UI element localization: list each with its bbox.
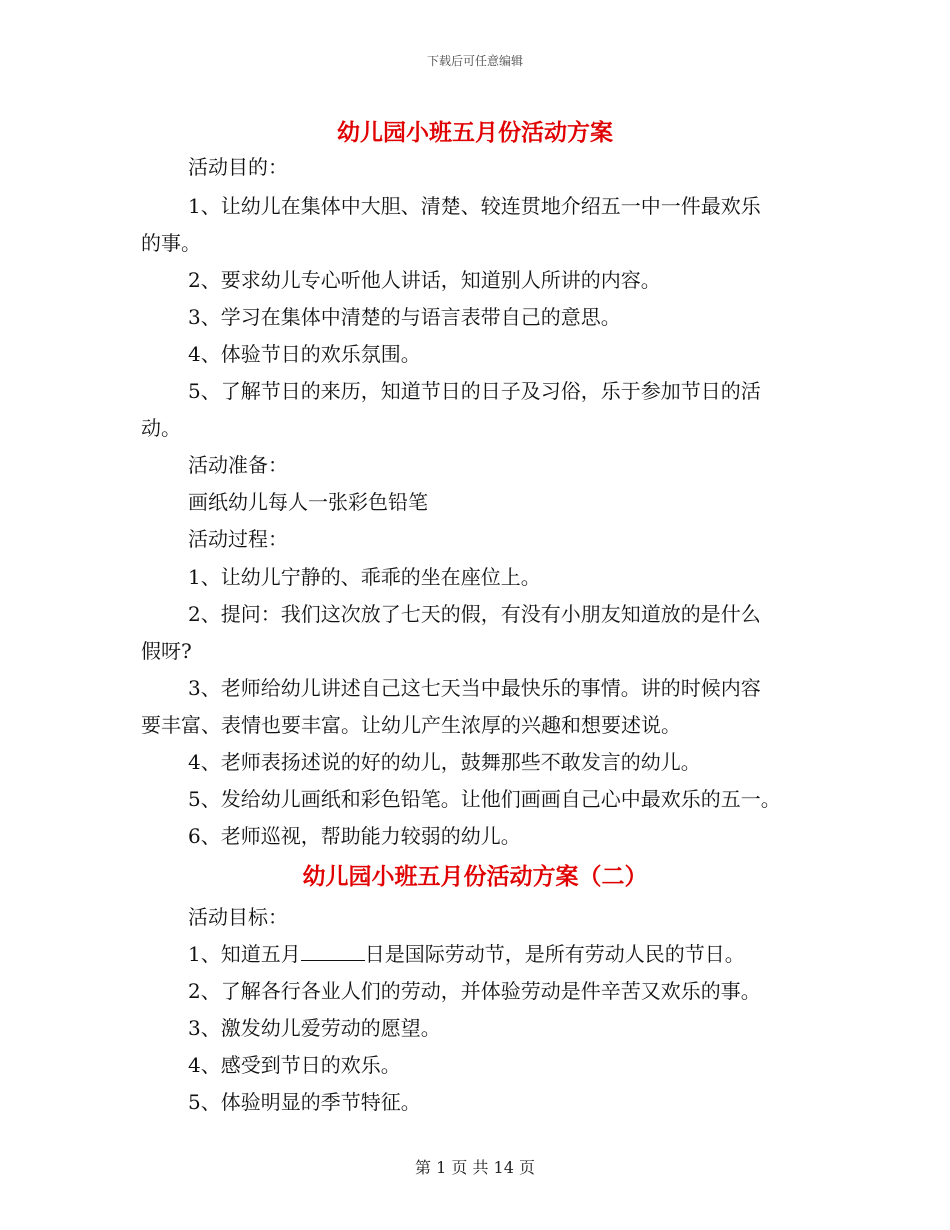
paragraph-line: 4、体验节日的欢乐氛围。 bbox=[188, 342, 421, 366]
paragraph-line: 6、老师巡视，帮助能力较弱的幼儿。 bbox=[188, 824, 521, 848]
paragraph-line: 的事。 bbox=[141, 231, 201, 255]
paragraph-line: 2、提问：我们这次放了七天的假，有没有小朋友知道放的是什么 bbox=[188, 602, 761, 626]
section-2-title: 幼儿园小班五月份活动方案（二） bbox=[302, 863, 648, 890]
fill-in-blank bbox=[301, 942, 365, 961]
paragraph-line: 2、要求幼儿专心听他人讲话，知道别人所讲的内容。 bbox=[188, 268, 661, 292]
paragraph-line: 要丰富、表情也要丰富。让幼儿产生浓厚的兴趣和想要述说。 bbox=[141, 713, 681, 737]
page-footer: 第 1 页 共 14 页 bbox=[415, 1158, 535, 1177]
paragraph-line: 活动目标： bbox=[188, 905, 288, 929]
line-text-after-blank: 日是国际劳动节，是所有劳动人民的节日。 bbox=[364, 942, 745, 966]
paragraph-line: 活动目的： bbox=[188, 155, 288, 179]
paragraph-line: 1、让幼儿宁静的、乖乖的坐在座位上。 bbox=[188, 565, 541, 589]
header-note: 下载后可任意编辑 bbox=[426, 54, 523, 68]
paragraph-line: 3、老师给幼儿讲述自己这七天当中最快乐的事情。讲的时候内容 bbox=[188, 676, 761, 700]
line-text-before-blank: 1、知道五月 bbox=[188, 942, 301, 966]
paragraph-line-with-blank bbox=[188, 941, 868, 967]
paragraph-line: 活动准备： bbox=[188, 453, 288, 477]
paragraph-line: 1、让幼儿在集体中大胆、清楚、较连贯地介绍五一中一件最欢乐 bbox=[188, 194, 761, 218]
paragraph-line: 5、发给幼儿画纸和彩色铅笔。让他们画画自己心中最欢乐的五一。 bbox=[188, 787, 781, 811]
paragraph-line: 3、激发幼儿爱劳动的愿望。 bbox=[188, 1016, 441, 1040]
paragraph-line: 假呀? bbox=[141, 639, 192, 663]
paragraph-line: 2、了解各行各业人们的劳动，并体验劳动是件辛苦又欢乐的事。 bbox=[188, 979, 761, 1003]
paragraph-line: 4、老师表扬述说的好的幼儿，鼓舞那些不敢发言的幼儿。 bbox=[188, 750, 701, 774]
paragraph-line: 活动过程： bbox=[188, 527, 288, 551]
paragraph-line: 动。 bbox=[141, 416, 181, 440]
paragraph-line: 5、了解节日的来历，知道节日的日子及习俗，乐于参加节日的活 bbox=[188, 379, 761, 403]
paragraph-line: 4、感受到节日的欢乐。 bbox=[188, 1053, 401, 1077]
paragraph-line: 5、体验明显的季节特征。 bbox=[188, 1090, 421, 1114]
paragraph-line: 3、学习在集体中清楚的与语言表带自己的意思。 bbox=[188, 305, 621, 329]
section-1-title: 幼儿园小班五月份活动方案 bbox=[337, 119, 613, 146]
paragraph-line: 画纸幼儿每人一张彩色铅笔 bbox=[188, 490, 428, 514]
